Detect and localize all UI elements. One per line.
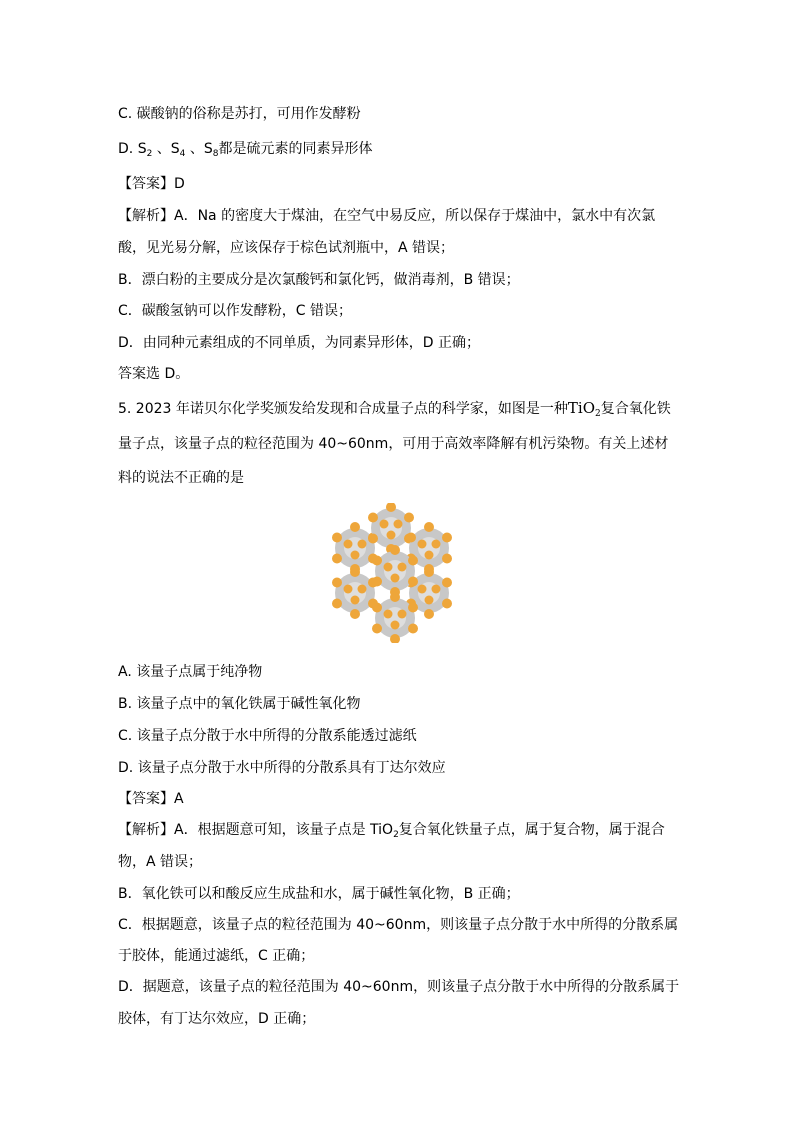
tio2-subscript: 2 <box>595 409 601 419</box>
analysis-q5-line1-post: 复合氧化铁量子点，属于复合物，属于混合 <box>398 822 665 838</box>
option-d-suffix: 都是硫元素的同素异形体 <box>218 141 373 157</box>
question-5-line2: 量子点，该量子点的粒径范围为 40~60nm，可用于高效率降解有机污染物。有关上述材 <box>118 436 669 452</box>
answer-label-q5: 【答案】A <box>118 791 184 807</box>
analysis-q5-line2: 物，A 错误； <box>118 854 203 870</box>
option-a-q5: A. 该量子点属于纯净物 <box>118 664 263 680</box>
tio2-formula: TiO <box>567 399 595 417</box>
analysis-q4-line4: C．碳酸氢钠可以作发酵粉，C 错误； <box>118 303 353 319</box>
sulfur-symbol-2: S <box>170 141 180 157</box>
sulfur-symbol-1: S <box>137 141 147 157</box>
separator-2: 、 <box>185 141 204 157</box>
question-5-text-pre: 5. 2023 年诺贝尔化学奖颁发给发现和合成量子点的科学家，如图是一种 <box>118 401 568 417</box>
subscript-2: 2 <box>146 149 153 159</box>
quantum-dot-figure <box>325 503 465 643</box>
option-d-q5: D. 该量子点分散于水中所得的分散系具有丁达尔效应 <box>118 760 446 776</box>
option-b-q5: B. 该量子点中的氧化铁属于碱性氧化物 <box>118 696 361 712</box>
analysis-q4-line6: 答案选 D。 <box>118 366 190 382</box>
analysis-q4-line1: 【解析】A．Na 的密度大于煤油，在空气中易反应，所以保存于煤油中，氯水中有次氯 <box>118 208 656 224</box>
analysis-q4-line3: B．漂白粉的主要成分是次氯酸钙和氯化钙，做消毒剂，B 错误； <box>118 272 520 288</box>
option-d-prefix: D. <box>118 141 138 157</box>
analysis-q5-line5: 于胶体，能通过滤纸，C 正确； <box>118 948 315 964</box>
sulfur-symbol-3: S <box>203 141 213 157</box>
analysis-q5-line3: B．氧化铁可以和酸反应生成盐和水，属于碱性氧化物，B 正确； <box>118 886 520 902</box>
answer-label-q4: 【答案】D <box>118 176 185 192</box>
option-d-top <box>118 139 372 164</box>
option-c-top: C. 碳酸钠的俗称是苏打，可用作发酵粉 <box>118 106 361 122</box>
subscript-8: 8 <box>212 149 219 159</box>
question-5-line3: 料的说法不正确的是 <box>118 470 244 486</box>
subscript-4: 4 <box>179 149 186 159</box>
analysis-q5-line7: 胶体，有丁达尔效应，D 正确； <box>118 1011 316 1027</box>
analysis-q5-line1 <box>118 820 665 845</box>
question-5-line1 <box>118 398 671 424</box>
option-c-q5: C. 该量子点分散于水中所得的分散系能透过滤纸 <box>118 728 417 744</box>
analysis-q4-line5: D．由同种元素组成的不同单质，为同素异形体，D 正确； <box>118 335 481 351</box>
question-5-text-post: 复合氧化铁 <box>600 401 671 417</box>
separator-1: 、 <box>152 141 171 157</box>
quantum-dot-particle <box>332 567 378 619</box>
analysis-q5-line4: C．根据题意，该量子点的粒径范围为 40~60nm，则该量子点分散于水中所得的分散系属 <box>118 917 679 933</box>
analysis-q5-line6: D．据题意，该量子点的粒径范围为 40~60nm，则该量子点分散于水中所得的分散系属于 <box>118 979 680 995</box>
analysis-q5-subscript: 2 <box>393 830 399 840</box>
analysis-q5-line1-pre: 【解析】A．根据题意可知，该量子点是 TiO <box>118 822 394 838</box>
analysis-q4-line2: 酸，见光易分解，应该保存于棕色试剂瓶中，A 错误； <box>118 240 455 256</box>
